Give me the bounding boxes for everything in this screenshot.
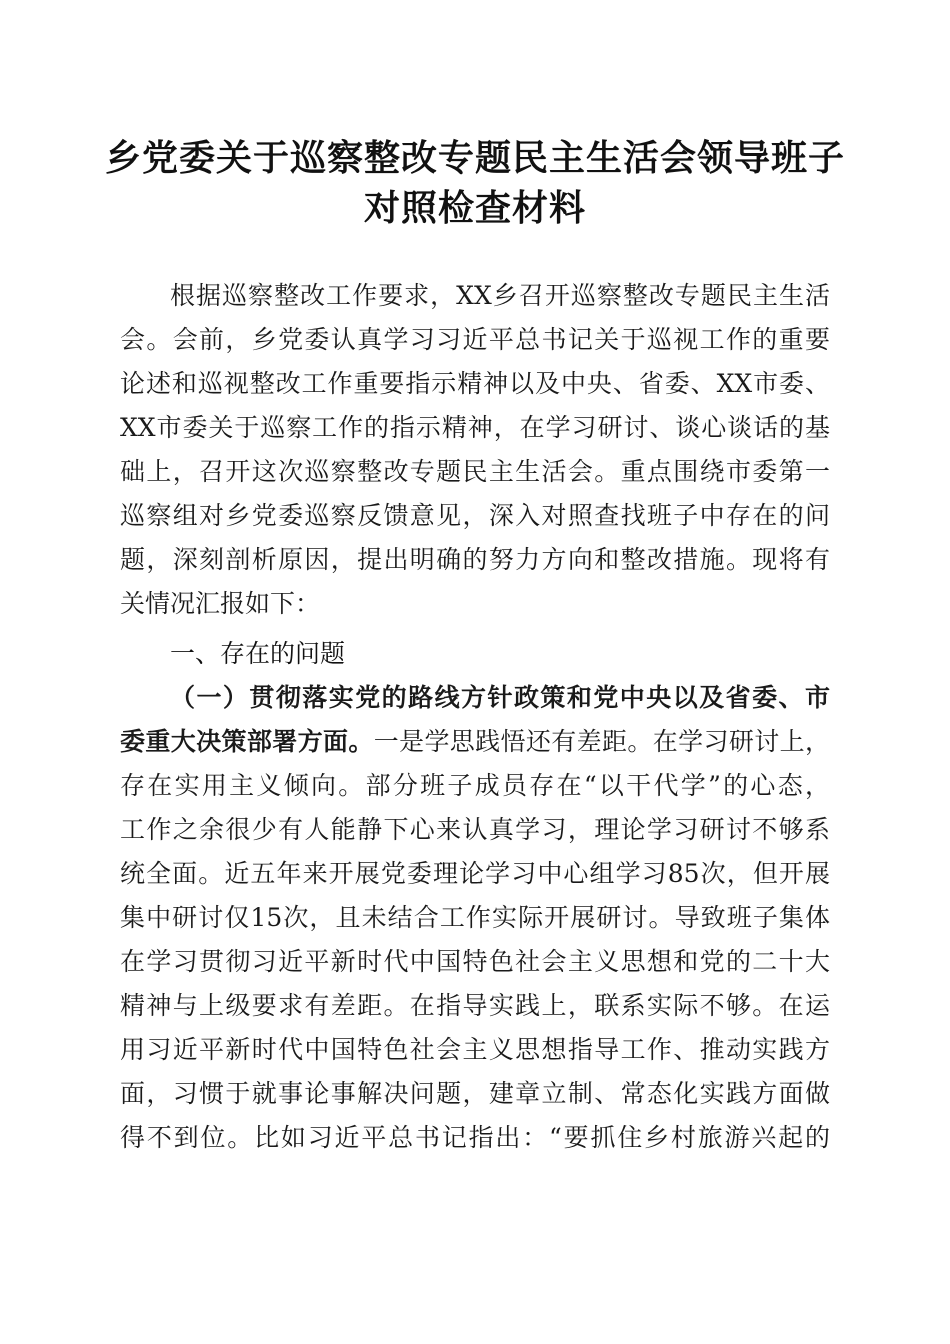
body-line: 集中研讨仅15次，且未结合工作实际开展研讨。导致班子集体 bbox=[120, 903, 830, 932]
document-title-line-1: 乡党委关于巡察整改专题民主生活会领导班子 bbox=[104, 137, 845, 179]
section-heading: 一、存在的问题 bbox=[170, 639, 346, 668]
body-line: 存在实用主义倾向。部分班子成员存在“以干代学”的心态， bbox=[120, 771, 830, 800]
body-line: 在学习贯彻习近平新时代中国特色社会主义思想和党的二十大 bbox=[120, 947, 830, 976]
intro-line: XX市委关于巡察工作的指示精神，在学习研讨、谈心谈话的基 bbox=[120, 413, 830, 442]
intro-line: 会。会前，乡党委认真学习习近平总书记关于巡视工作的重要 bbox=[120, 325, 830, 354]
body-line: 得不到位。比如习近平总书记指出：“要抓住乡村旅游兴起的 bbox=[120, 1123, 830, 1152]
body-line: 工作之余很少有人能静下心来认真学习，理论学习研讨不够系 bbox=[120, 815, 830, 844]
intro-line: 础上，召开这次巡察整改专题民主生活会。重点围绕市委第一 bbox=[120, 457, 830, 486]
subsection-text: 一是学思践悟还有差距。在学习研讨上， bbox=[373, 727, 830, 756]
intro-line: 根据巡察整改工作要求，XX乡召开巡察整改专题民主生活 bbox=[170, 281, 830, 310]
document-title-line-2: 对照检查材料 bbox=[363, 187, 586, 229]
subsection-line-mixed bbox=[120, 722, 830, 762]
intro-line: 题，深刻剖析原因，提出明确的努力方向和整改措施。现将有 bbox=[120, 545, 830, 574]
body-line: 面，习惯于就事论事解决问题，建章立制、常态化实践方面做 bbox=[120, 1079, 830, 1108]
intro-line: 巡察组对乡党委巡察反馈意见，深入对照查找班子中存在的问 bbox=[120, 501, 830, 530]
intro-line: 关情况汇报如下： bbox=[120, 589, 321, 618]
body-line: 精神与上级要求有差距。在指导实践上，联系实际不够。在运 bbox=[120, 991, 830, 1020]
subsection-heading-line: （一）贯彻落实党的路线方针政策和党中央以及省委、市 bbox=[170, 683, 830, 712]
intro-line: 论述和巡视整改工作重要指示精神以及中央、省委、XX市委、 bbox=[120, 369, 830, 398]
subsection-heading-tail: 委重大决策部署方面。 bbox=[120, 727, 374, 756]
body-line: 统全面。近五年来开展党委理论学习中心组学习85次，但开展 bbox=[120, 859, 830, 888]
body-line: 用习近平新时代中国特色社会主义思想指导工作、推动实践方 bbox=[120, 1035, 830, 1064]
